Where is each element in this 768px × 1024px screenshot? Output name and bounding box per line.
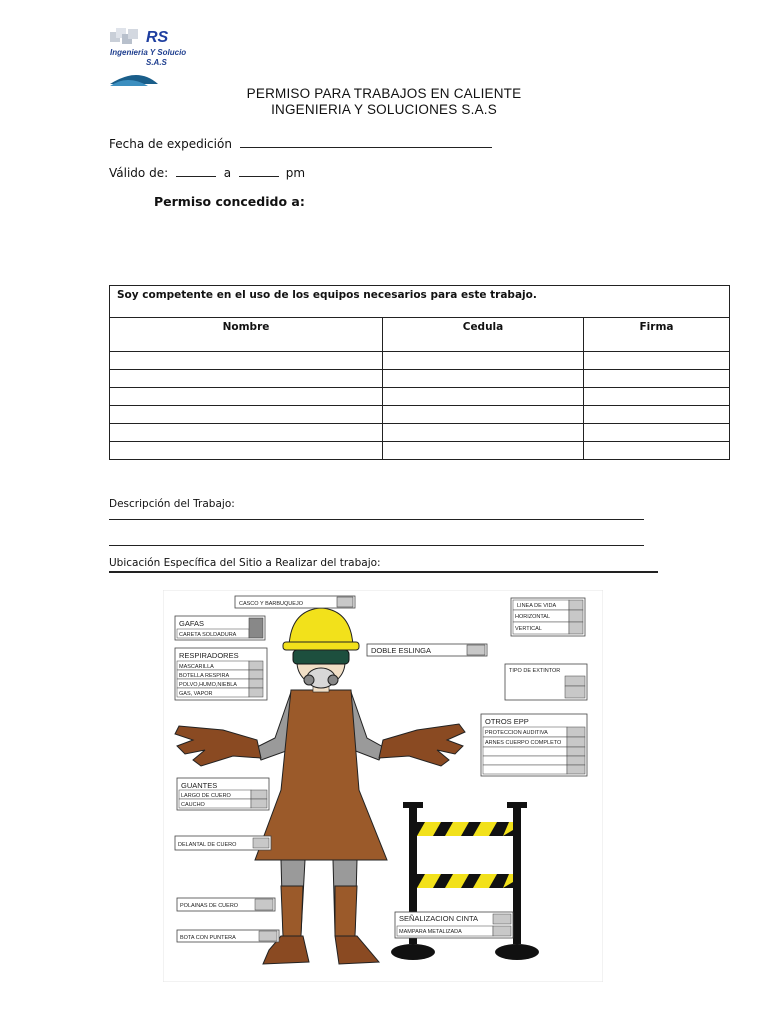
name-cell[interactable] <box>110 370 383 388</box>
ppe-illustration <box>163 590 603 982</box>
respiradores-item: GAS, VAPOR <box>179 691 213 697</box>
guantes-title: GUANTES <box>181 781 218 790</box>
table-row <box>110 406 730 424</box>
signature-cell[interactable] <box>584 424 730 442</box>
logo-mark: RS <box>146 29 169 46</box>
name-cell[interactable] <box>110 388 383 406</box>
otros-epp-item: PROTECCION AUDITIVA <box>485 730 548 736</box>
label-doble-eslinga <box>367 644 487 656</box>
label-extintor <box>505 664 587 700</box>
id-cell[interactable] <box>383 370 584 388</box>
id-cell[interactable] <box>383 352 584 370</box>
label-polainas <box>177 898 275 911</box>
signature-cell[interactable] <box>584 352 730 370</box>
casco-label: CASCO Y BARBUQUEJO <box>239 601 303 607</box>
id-cell[interactable] <box>383 406 584 424</box>
label-delantal <box>175 836 271 850</box>
table-row <box>110 442 730 460</box>
name-cell[interactable] <box>110 424 383 442</box>
document-title: PERMISO PARA TRABAJOS EN CALIENTE <box>246 86 522 101</box>
label-gafas <box>175 616 265 640</box>
label-senalizacion <box>395 912 513 938</box>
gafas-title: GAFAS <box>179 619 205 628</box>
validity-row <box>109 164 305 180</box>
signature-cell[interactable] <box>584 388 730 406</box>
otros-epp-item: ARNES CUERPO COMPLETO <box>485 740 562 746</box>
respiradores-item: MASCARILLA <box>179 664 214 670</box>
label-otros-epp <box>481 714 587 776</box>
linea-vida-title: LINEA DE VIDA <box>517 603 557 609</box>
valid-from-field[interactable] <box>176 164 216 177</box>
table-row <box>110 370 730 388</box>
company-logo <box>108 26 200 88</box>
otros-epp-title: OTROS EPP <box>485 717 529 726</box>
name-cell[interactable] <box>110 406 383 424</box>
column-header-nombre: Nombre <box>110 318 383 352</box>
bota-label: BOTA CON PUNTERA <box>180 935 236 941</box>
signature-cell[interactable] <box>584 370 730 388</box>
id-cell[interactable] <box>383 388 584 406</box>
table-row <box>110 352 730 370</box>
label-linea-vida <box>511 598 585 636</box>
name-cell[interactable] <box>110 442 383 460</box>
valid-suffix: pm <box>285 166 306 180</box>
valid-label: Válido de: <box>109 166 169 180</box>
label-respiradores <box>175 648 267 700</box>
label-guantes <box>177 778 269 810</box>
senalizacion-item: MAMPARA METALIZADA <box>399 929 462 935</box>
gafas-item: CARETA SOLDADURA <box>179 632 237 638</box>
guantes-item: LARGO DE CUERO <box>181 793 231 799</box>
competence-statement: Soy competente en el uso de los equipos necesarios para este trabajo. <box>110 286 730 318</box>
respiradores-item: BOTELLA RESPIRA <box>179 673 230 679</box>
granted-label: Permiso concedido a: <box>154 194 305 209</box>
issue-date-label: Fecha de expedición <box>109 137 232 151</box>
company-name: INGENIERIA Y SOLUCIONES S.A.S <box>271 102 497 117</box>
id-cell[interactable] <box>383 442 584 460</box>
competence-table <box>109 285 730 460</box>
label-bota <box>177 930 279 942</box>
issue-date-row <box>109 135 492 151</box>
doble-eslinga-label: DOBLE ESLINGA <box>371 646 432 655</box>
logo-name: Ingenieria Y Solucio <box>110 48 187 57</box>
column-header-cedula: Cedula <box>383 318 584 352</box>
extintor-title: TIPO DE EXTINTOR <box>509 668 561 674</box>
table-row <box>110 424 730 442</box>
id-cell[interactable] <box>383 424 584 442</box>
issue-date-field[interactable] <box>240 135 492 148</box>
work-description-label: Descripción del Trabajo: <box>109 498 235 510</box>
logo-suffix: S.A.S <box>146 58 167 67</box>
linea-vida-item: HORIZONTAL <box>515 614 551 620</box>
valid-to-field[interactable] <box>239 164 279 177</box>
valid-to-label: a <box>223 166 232 180</box>
work-description-line[interactable] <box>109 519 644 520</box>
column-header-firma: Firma <box>584 318 730 352</box>
label-casco <box>235 596 355 608</box>
delantal-label: DELANTAL DE CUERO <box>178 842 237 848</box>
site-location-line[interactable] <box>109 571 658 573</box>
senalizacion-title: SEÑALIZACION CINTA <box>399 914 479 923</box>
guantes-item: CAUCHO <box>181 802 205 808</box>
polainas-label: POLAINAS DE CUERO <box>180 903 239 909</box>
work-description-line[interactable] <box>109 545 644 546</box>
table-row <box>110 388 730 406</box>
respiradores-item: POLVO,HUMO,NIEBLA <box>179 682 237 688</box>
site-location-label: Ubicación Específica del Sitio a Realizar del trabajo: <box>109 557 381 569</box>
respiradores-title: RESPIRADORES <box>179 651 239 660</box>
signature-cell[interactable] <box>584 406 730 424</box>
ppe-figure <box>163 590 603 982</box>
signature-cell[interactable] <box>584 442 730 460</box>
name-cell[interactable] <box>110 352 383 370</box>
linea-vida-item: VERTICAL <box>515 626 542 632</box>
